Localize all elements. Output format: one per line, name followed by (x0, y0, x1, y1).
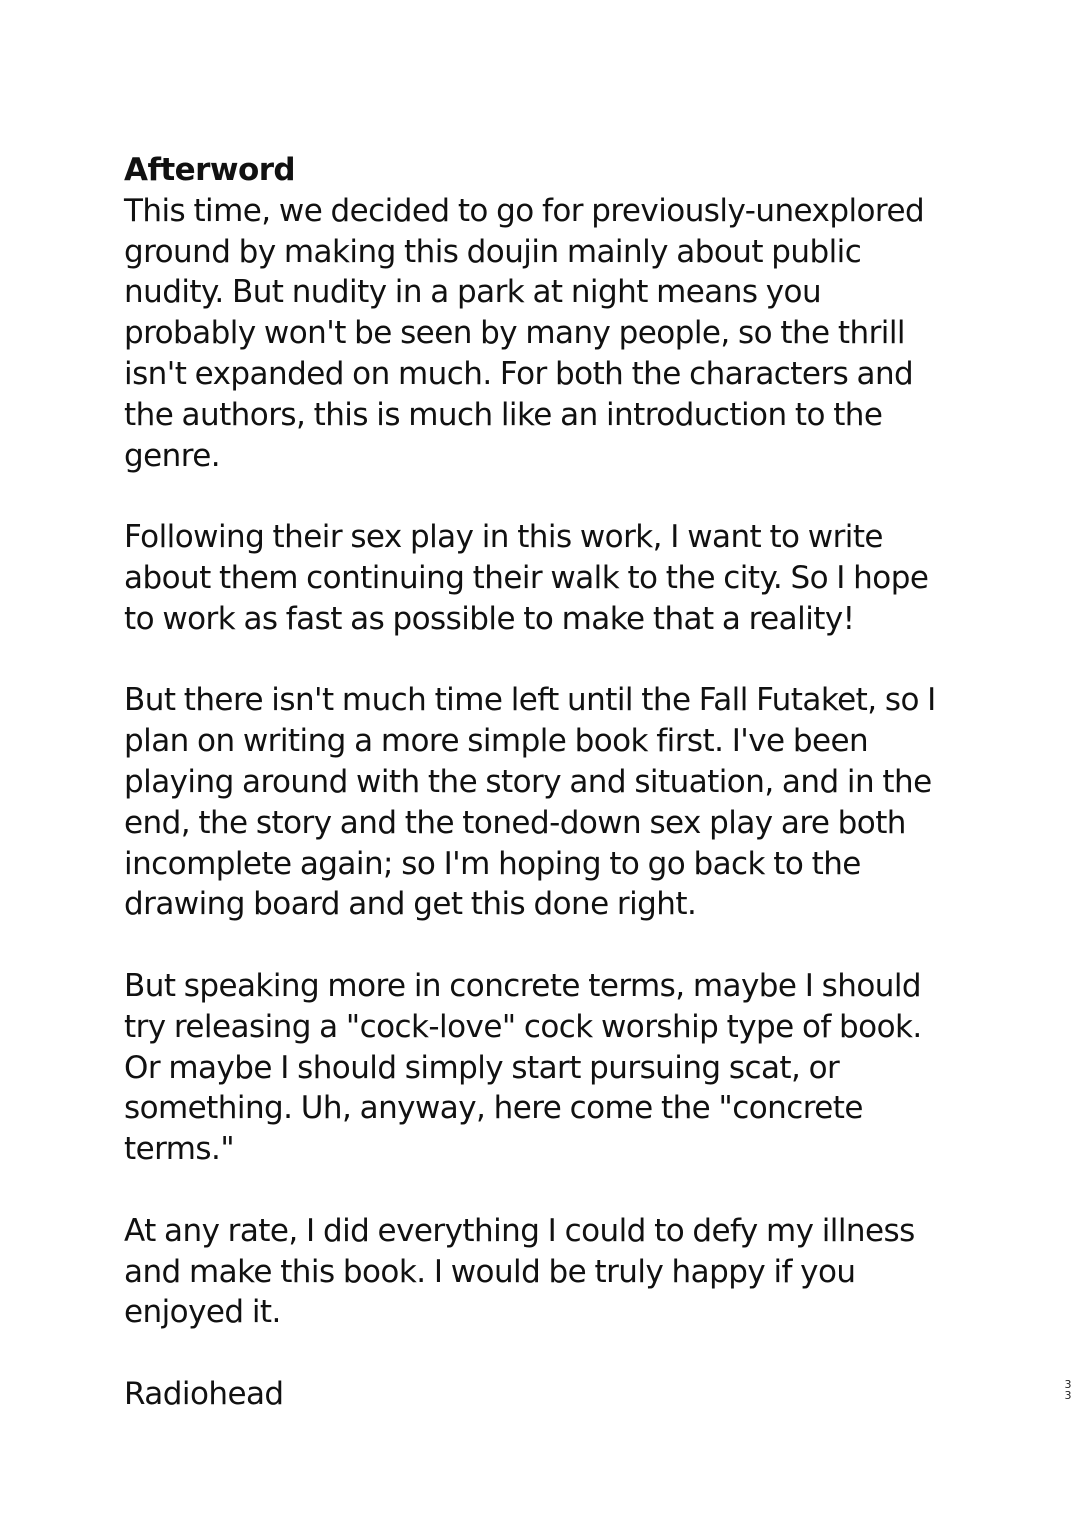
author-signature: Radiohead (124, 1375, 284, 1412)
paragraph-concrete-terms: But speaking more in concrete terms, maybe I should try releasing a "cock-love" cock worship type of book. Or maybe I should simply start pursuing scat, or something. Uh, anyway, here come the "concrete terms." (124, 967, 922, 1168)
page-title: Afterword (124, 152, 296, 188)
paragraph-sequel-plan: Following their sex play in this work, I want to write about them continuing their walk to the city. So I hope to work as fast as possible to make that a reality! (124, 519, 929, 637)
afterword-page (124, 150, 954, 1415)
paragraph-closing: At any rate, I did everything I could to defy my illness and make this book. I would be truly happy if you enjoyed it. (124, 1212, 915, 1331)
paragraph-fall-futaket: But there isn't much time left until the Fall Futaket, so I plan on writing a more simple book first. I've been playing around with the story and situation, and in the end, the story and the toned-down sex play are both incomplete again; so I'm hoping to go back to the drawing board and get this done right. (124, 682, 936, 923)
paragraph-intro: This time, we decided to go for previously-unexplored ground by making this doujin mainly about public nudity. But nudity in a park at night means you probably won't be seen by many people, so the thrill isn't expanded on much. For both the characters and the authors, this is much like an introduction to the genre. (124, 192, 925, 474)
page-number: 33 (1064, 1378, 1072, 1402)
